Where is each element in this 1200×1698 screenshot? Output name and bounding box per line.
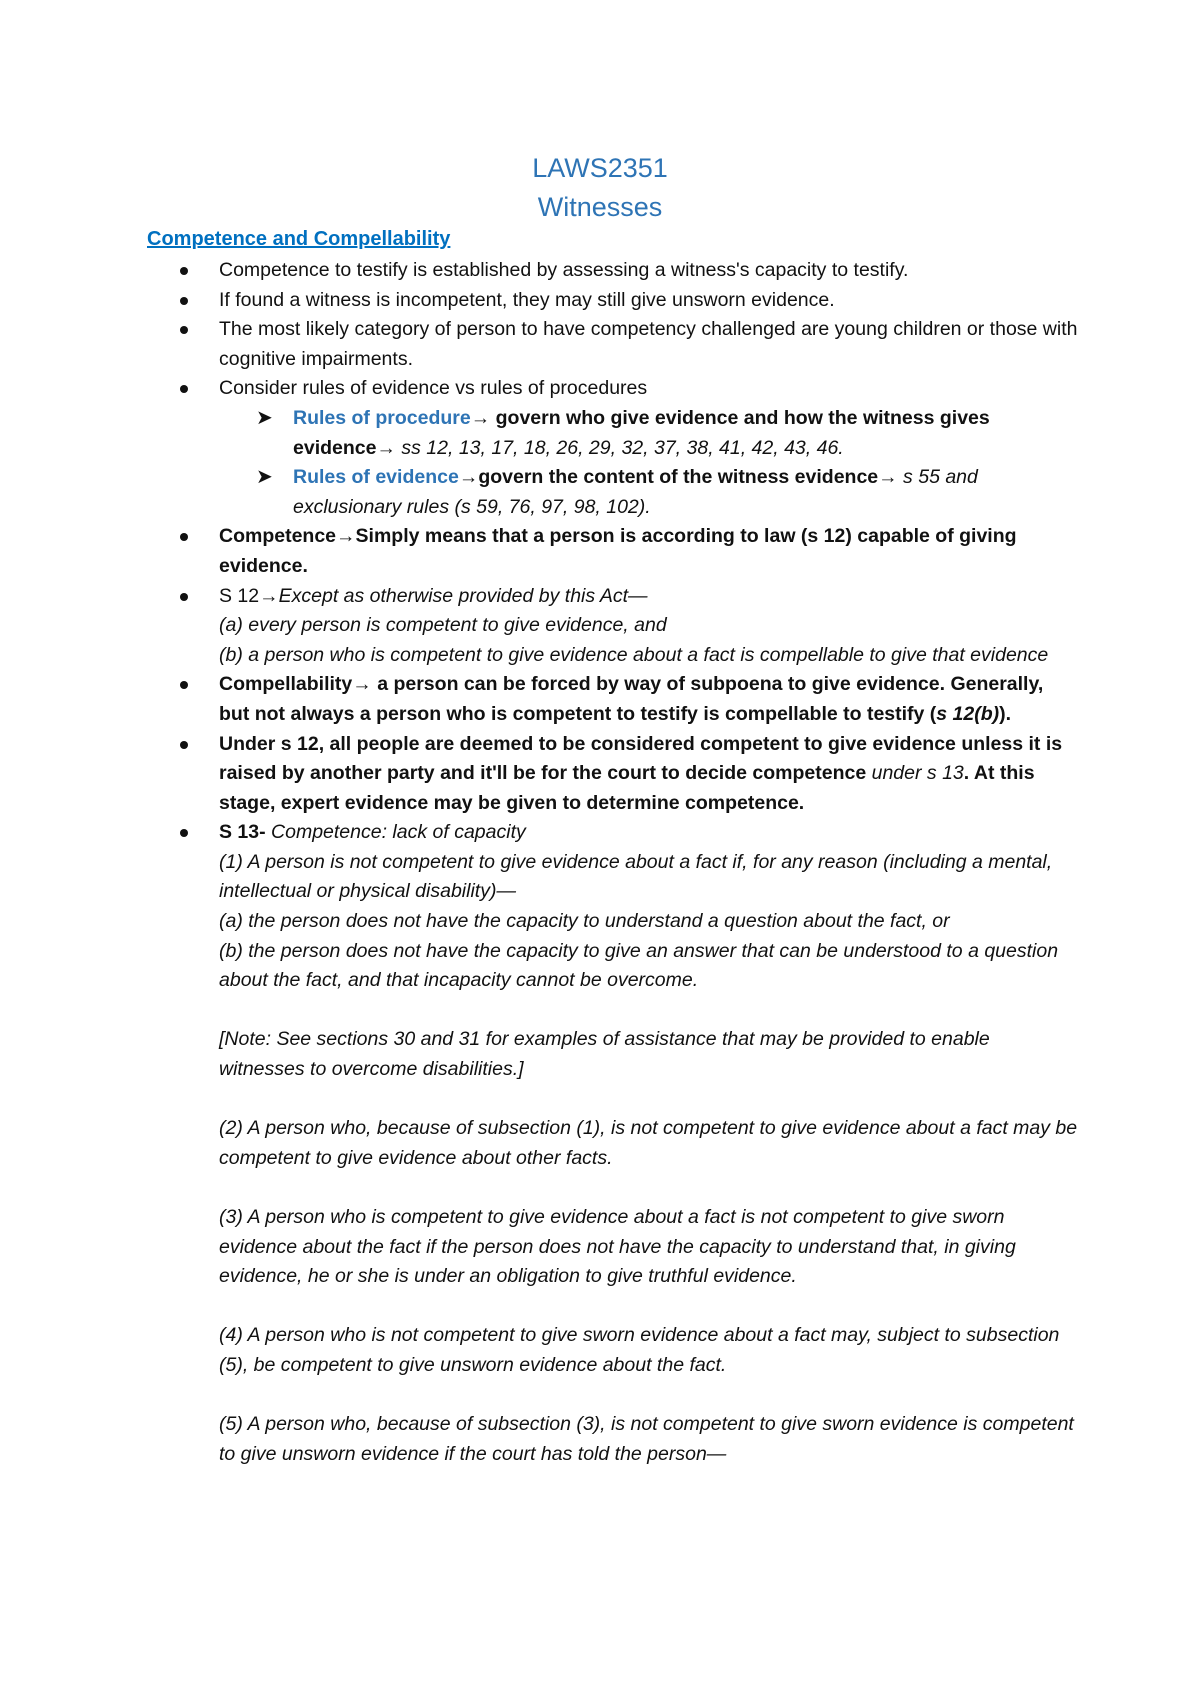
arrowhead-bullet-icon: ➤ [256,406,273,429]
item-text: Simply means that a person is according to law (s 12) capable of giving evidence. [219,525,1017,577]
item-text: The most likely category of person to have competency challenged are young children or those with cognitive impairments. [219,318,1078,370]
arrow-icon: → [458,466,479,489]
section-label: S 12 [219,584,260,607]
item-text: Competence to testify is established by assessing a witness's capacity to testify. [219,259,909,281]
arrowhead-bullet-icon: ➤ [256,466,273,489]
item-text: Consider rules of evidence vs rules of procedures [219,377,648,400]
bullet-icon [180,297,188,305]
list-item [0,315,1079,374]
section-references: s 55 and exclusionary rules (s 59, 76, 97, 98, 102). [293,466,978,518]
section-reference: under s 13 [871,762,964,785]
rules-text: govern the content of the witness evidence [478,466,879,489]
bullet-icon [180,829,188,837]
item-text: Under s 12, all people are deemed to be considered competent to give evidence unless it is raised by another party and it'll be for the court to decide competence [219,732,1063,785]
clause-a: (a) every person is competent to give evidence, and [219,614,667,637]
list-item [0,818,1079,1469]
list-item [0,256,1079,286]
subsection-4: (4) A person who is not competent to give sworn evidence about a fact may, subject to subsection (5), be competent to give unsworn evidence about the fact. [219,1324,1060,1376]
sub-list-item [0,463,1069,522]
subsection-5: (5) A person who, because of subsection (3), is not competent to give sworn evidence is competent to give unsworn evidence if the court has told the person— [219,1413,1074,1465]
paragraph-gap [219,1292,1079,1322]
paragraph-gap [219,996,1079,1026]
list-item [0,730,1079,819]
list-item [0,374,1079,404]
note: [Note: See sections 30 and 31 for examples of assistance that may be provided to enable witnesses to overcome disabilities.] [219,1028,990,1081]
section-references: ss 12, 13, 17, 18, 26, 29, 32, 37, 38, 41, 42, 43, 46. [395,436,844,459]
paragraph-gap [219,1173,1079,1203]
subsection-1b: (b) the person does not have the capacity to give an answer that can be understood to a question about the fact, and that incapacity cannot be overcome. [219,939,1059,992]
bullet-icon [180,681,188,689]
section-title: Competence: lack of capacity [265,821,526,844]
bullet-list [0,256,1200,1469]
sub-list-item [0,404,1069,463]
term-label: Competence [219,525,337,548]
bullet-icon [180,385,188,393]
subsection-3: (3) A person who is competent to give evidence about a fact is not competent to give sworn evidence about the fact if the person does not have the capacity to understand that, in giving evidence, he or she is under an obligation to give truthful evidence. [219,1206,1016,1288]
subsection-1: (1) A person is not competent to give evidence about a fact if, for any reason (including a mental, intellectual or physical disability)— [219,850,1053,903]
bullet-icon [180,267,188,275]
list-item [0,670,1079,729]
bullet-icon [180,593,188,601]
item-text-end: . At this stage, expert evidence may be given to determine competence. [219,762,1035,814]
subsection-2: (2) A person who, because of subsection (1), is not competent to give evidence about a fact may be competent to give evidence about other facts. [219,1117,1078,1169]
arrow-icon: → [352,673,372,696]
list-item [0,286,1079,316]
term-label: Compellability [219,673,353,696]
arrow-icon: → [878,466,898,489]
item-text-end: ). [999,702,1012,725]
section-label: S 13- [219,821,266,844]
arrow-icon: → [376,436,396,459]
arrow-icon: → [336,525,356,548]
paragraph-gap [219,1381,1079,1411]
section-intro: Except as otherwise provided by this Act— [278,584,648,607]
section-heading: Competence and Compellability [147,228,451,250]
rules-label: Rules of procedure [293,406,471,429]
arrow-icon: → [470,406,491,429]
list-item [0,522,1079,581]
list-item [0,582,1079,671]
bullet-icon [180,741,188,749]
bullet-icon [180,326,188,334]
arrow-icon: → [259,584,279,607]
rules-text: govern who give evidence and how the witness gives evidence [293,406,990,459]
clause-b: (b) a person who is competent to give evidence about a fact is compellable to give that evidence [219,643,1049,666]
section-reference: s 12(b) [936,702,1000,725]
paragraph-gap [219,1085,1079,1115]
item-text: If found a witness is incompetent, they may still give unsworn evidence. [219,288,835,311]
bullet-icon [180,533,188,541]
rules-label: Rules of evidence [293,466,459,489]
document-title: LAWS2351 [532,153,668,183]
subsection-1a: (a) the person does not have the capacity to understand a question about the fact, or [219,910,950,933]
document-subtitle: Witnesses [537,192,663,222]
item-text: a person can be forced by way of subpoena to give evidence. Generally, but not always a person who is competent to testify is compellable to testify ( [219,673,1044,725]
